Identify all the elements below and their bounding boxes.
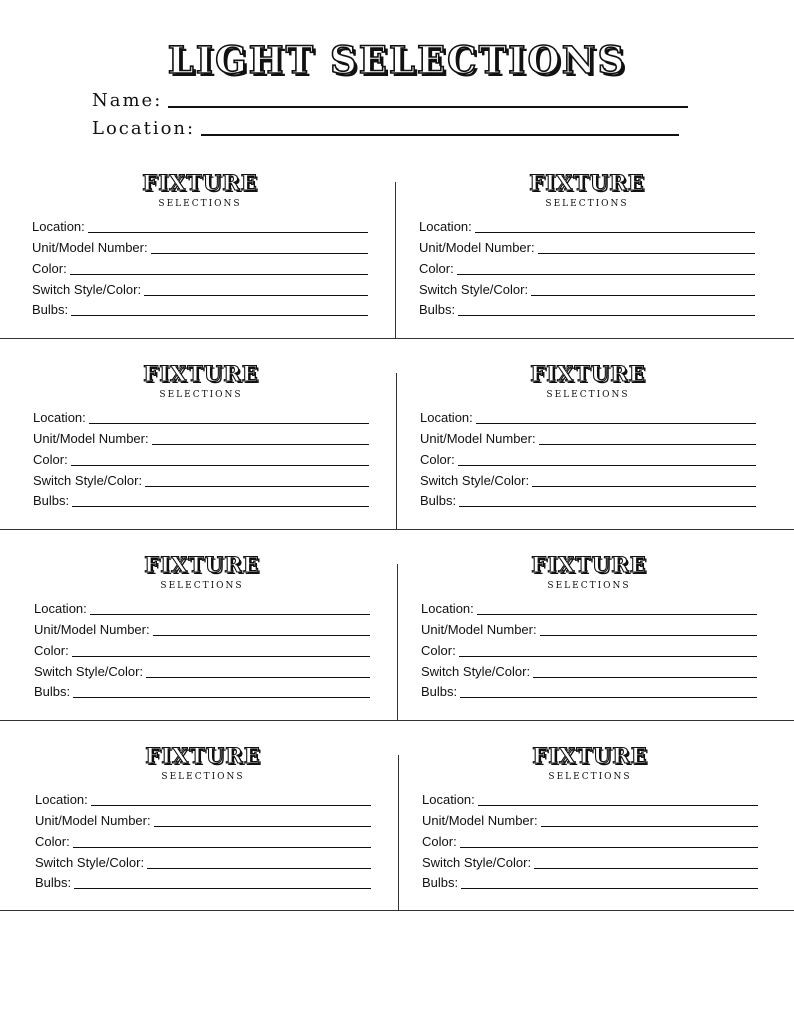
bulbs-label: Bulbs:	[421, 684, 458, 699]
model-number-row	[34, 620, 370, 638]
row-divider	[0, 529, 794, 530]
page-title: LIGHT SELECTIONS	[167, 38, 627, 82]
bulbs-input[interactable]	[461, 888, 758, 889]
fixture-subtitle: SELECTIONS	[545, 199, 629, 209]
fixture-title: FIXTURE	[529, 170, 645, 195]
color-input[interactable]	[458, 465, 756, 466]
switch-style-label: Switch Style/Color:	[33, 473, 143, 488]
color-input[interactable]	[71, 465, 369, 466]
model-number-row	[32, 238, 368, 256]
bulbs-label: Bulbs:	[34, 684, 71, 699]
location-input[interactable]	[89, 423, 369, 424]
switch-style-row	[33, 471, 369, 489]
location-row	[34, 599, 370, 617]
name-row	[92, 86, 688, 112]
location-input[interactable]	[477, 614, 757, 615]
fixture-title: FIXTURE	[145, 743, 261, 768]
column-divider	[398, 755, 399, 910]
location-label: Location:	[35, 792, 88, 807]
model-number-label: Unit/Model Number:	[35, 813, 151, 828]
fixture-card	[34, 552, 370, 702]
location-row	[92, 114, 679, 140]
bulbs-input[interactable]	[458, 315, 755, 316]
switch-style-row	[35, 853, 371, 871]
color-label: Color:	[420, 452, 455, 467]
switch-style-input[interactable]	[147, 868, 371, 869]
color-label: Color:	[33, 452, 68, 467]
switch-style-input[interactable]	[145, 486, 369, 487]
model-number-label: Unit/Model Number:	[420, 431, 536, 446]
column-divider	[396, 373, 397, 529]
switch-style-row	[419, 280, 755, 298]
switch-style-label: Switch Style/Color:	[32, 282, 142, 297]
fixture-card	[420, 361, 756, 511]
switch-style-input[interactable]	[533, 677, 757, 678]
color-row	[32, 259, 368, 277]
color-input[interactable]	[72, 656, 370, 657]
bulbs-row	[34, 682, 370, 700]
switch-style-row	[421, 662, 757, 680]
switch-style-row	[34, 662, 370, 680]
fixture-title: FIXTURE	[531, 552, 647, 577]
switch-style-input[interactable]	[144, 295, 368, 296]
bulbs-label: Bulbs:	[32, 302, 69, 317]
model-number-row	[420, 429, 756, 447]
bulbs-row	[35, 873, 371, 891]
location-label: Location:	[422, 792, 475, 807]
fixture-card	[33, 361, 369, 511]
model-number-label: Unit/Model Number:	[32, 240, 148, 255]
name-label: Name:	[92, 90, 163, 111]
color-row	[35, 832, 371, 850]
model-number-row	[422, 811, 758, 829]
bulbs-label: Bulbs:	[33, 493, 70, 508]
switch-style-label: Switch Style/Color:	[34, 664, 144, 679]
switch-style-label: Switch Style/Color:	[419, 282, 529, 297]
color-row	[421, 641, 757, 659]
location-label: Location:	[32, 219, 85, 234]
model-number-row	[33, 429, 369, 447]
color-input[interactable]	[460, 847, 758, 848]
model-number-row	[419, 238, 755, 256]
fixture-card	[35, 743, 371, 893]
model-number-label: Unit/Model Number:	[34, 622, 150, 637]
location-row	[32, 217, 368, 235]
switch-style-label: Switch Style/Color:	[421, 664, 531, 679]
switch-style-input[interactable]	[531, 295, 755, 296]
bulbs-input[interactable]	[460, 697, 757, 698]
model-number-input[interactable]	[541, 826, 758, 827]
bulbs-input[interactable]	[73, 697, 370, 698]
location-row	[35, 790, 371, 808]
fixture-subtitle: SELECTIONS	[546, 390, 630, 400]
column-divider	[395, 182, 396, 338]
switch-style-label: Switch Style/Color:	[420, 473, 530, 488]
fixture-title: FIXTURE	[143, 361, 259, 386]
model-number-label: Unit/Model Number:	[33, 431, 149, 446]
fixture-card	[32, 170, 368, 320]
model-number-input[interactable]	[154, 826, 371, 827]
color-row	[422, 832, 758, 850]
fixture-card	[421, 552, 757, 702]
fixture-subtitle: SELECTIONS	[547, 581, 631, 591]
color-input[interactable]	[457, 274, 755, 275]
bulbs-label: Bulbs:	[420, 493, 457, 508]
bulbs-input[interactable]	[459, 506, 756, 507]
model-number-label: Unit/Model Number:	[421, 622, 537, 637]
fixture-title: FIXTURE	[144, 552, 260, 577]
color-label: Color:	[419, 261, 454, 276]
fixture-title: FIXTURE	[142, 170, 258, 195]
location-field[interactable]	[201, 134, 679, 136]
fixture-subtitle: SELECTIONS	[548, 772, 632, 782]
bulbs-label: Bulbs:	[35, 875, 72, 890]
bulbs-row	[419, 300, 755, 318]
fixture-card	[419, 170, 755, 320]
fixture-subtitle: SELECTIONS	[161, 772, 245, 782]
bulbs-input[interactable]	[74, 888, 371, 889]
switch-style-label: Switch Style/Color:	[35, 855, 145, 870]
location-input[interactable]	[88, 232, 368, 233]
location-label: Location:	[34, 601, 87, 616]
location-label: Location:	[420, 410, 473, 425]
model-number-input[interactable]	[539, 444, 756, 445]
switch-style-label: Switch Style/Color:	[422, 855, 532, 870]
location-label: Location:	[419, 219, 472, 234]
location-row	[419, 217, 755, 235]
color-label: Color:	[422, 834, 457, 849]
location-input[interactable]	[91, 805, 371, 806]
location-input[interactable]	[476, 423, 756, 424]
model-number-row	[421, 620, 757, 638]
location-row	[33, 408, 369, 426]
switch-style-row	[420, 471, 756, 489]
bulbs-row	[422, 873, 758, 891]
switch-style-row	[32, 280, 368, 298]
switch-style-input[interactable]	[532, 486, 756, 487]
bulbs-row	[33, 491, 369, 509]
model-number-input[interactable]	[152, 444, 369, 445]
bulbs-label: Bulbs:	[422, 875, 459, 890]
location-label: Location:	[421, 601, 474, 616]
model-number-input[interactable]	[538, 253, 755, 254]
fixture-title: FIXTURE	[532, 743, 648, 768]
color-label: Color:	[32, 261, 67, 276]
fixture-card	[422, 743, 758, 893]
switch-style-input[interactable]	[146, 677, 370, 678]
switch-style-row	[422, 853, 758, 871]
color-input[interactable]	[459, 656, 757, 657]
model-number-label: Unit/Model Number:	[422, 813, 538, 828]
color-row	[419, 259, 755, 277]
row-divider	[0, 338, 794, 339]
color-row	[34, 641, 370, 659]
color-input[interactable]	[73, 847, 371, 848]
location-input[interactable]	[475, 232, 755, 233]
color-label: Color:	[34, 643, 69, 658]
location-input[interactable]	[90, 614, 370, 615]
bulbs-input[interactable]	[71, 315, 368, 316]
row-divider	[0, 720, 794, 721]
location-row	[422, 790, 758, 808]
fixture-title: FIXTURE	[530, 361, 646, 386]
model-number-input[interactable]	[151, 253, 368, 254]
color-row	[420, 450, 756, 468]
bulbs-row	[32, 300, 368, 318]
model-number-input[interactable]	[540, 635, 757, 636]
location-row	[420, 408, 756, 426]
location-input[interactable]	[478, 805, 758, 806]
color-input[interactable]	[70, 274, 368, 275]
color-label: Color:	[421, 643, 456, 658]
bulbs-row	[420, 491, 756, 509]
location-label: Location:	[92, 118, 196, 139]
location-row	[421, 599, 757, 617]
bulbs-row	[421, 682, 757, 700]
model-number-label: Unit/Model Number:	[419, 240, 535, 255]
color-row	[33, 450, 369, 468]
fixture-subtitle: SELECTIONS	[158, 199, 242, 209]
name-field[interactable]	[168, 106, 688, 108]
column-divider	[397, 564, 398, 720]
switch-style-input[interactable]	[534, 868, 758, 869]
bulbs-input[interactable]	[72, 506, 369, 507]
location-label: Location:	[33, 410, 86, 425]
fixture-subtitle: SELECTIONS	[160, 581, 244, 591]
model-number-row	[35, 811, 371, 829]
row-divider	[0, 910, 794, 911]
color-label: Color:	[35, 834, 70, 849]
bulbs-label: Bulbs:	[419, 302, 456, 317]
fixture-subtitle: SELECTIONS	[159, 390, 243, 400]
model-number-input[interactable]	[153, 635, 370, 636]
